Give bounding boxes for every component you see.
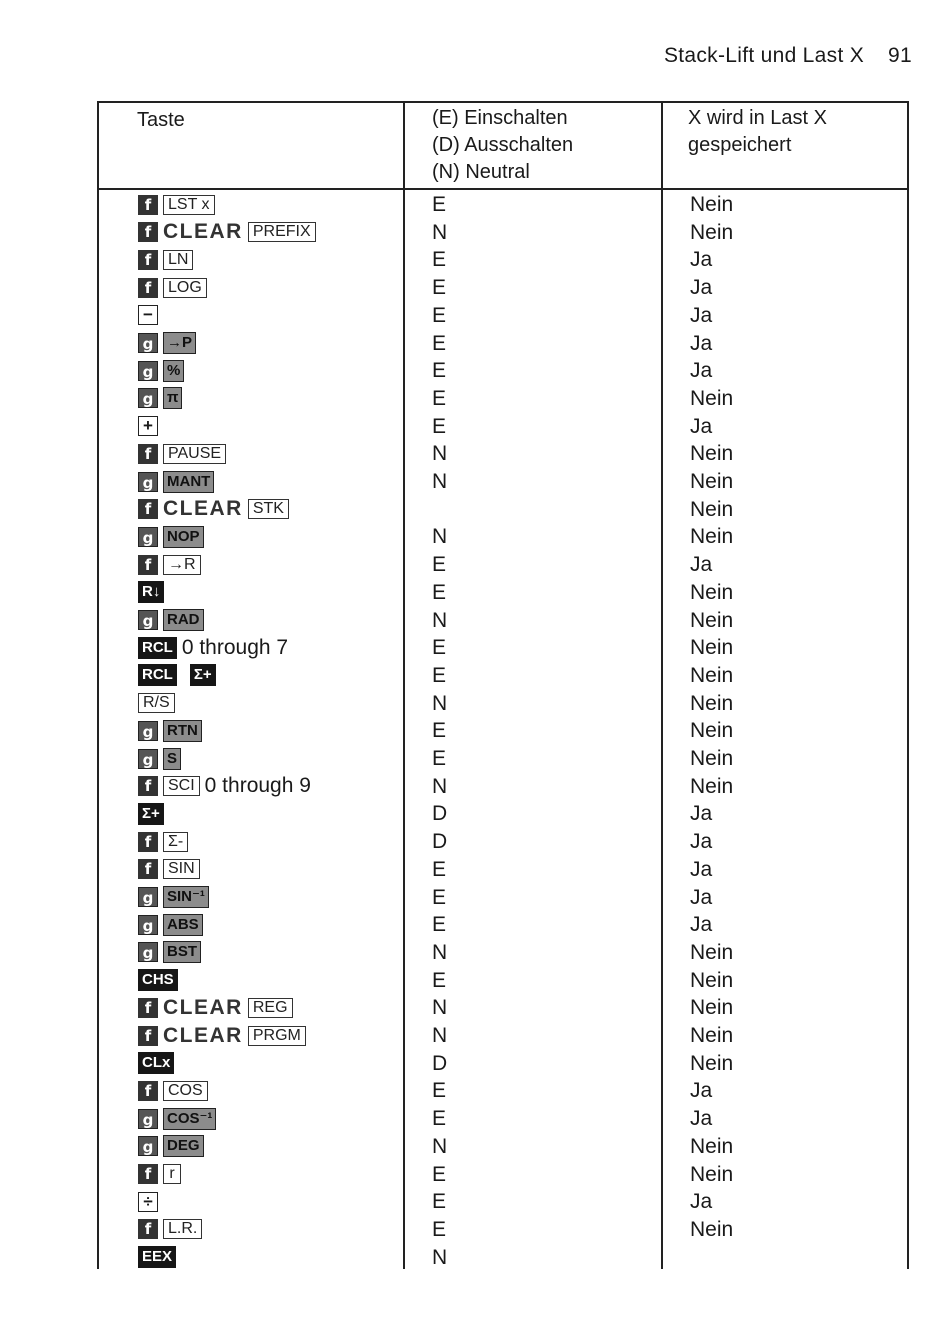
effect-legend-neutral: (N) Neutral [432,161,530,183]
lastx-saved: Nein [690,497,734,521]
stack-lift-effect: E [432,303,447,327]
key-cap: LST x [163,195,215,215]
key-sequence [138,1244,176,1271]
lastx-saved: Nein [690,608,734,632]
stack-lift-effect: E [432,636,447,660]
table-row [0,1022,950,1049]
lastx-saved: Nein [690,525,734,549]
shift-key-g: g [138,1109,158,1129]
key-sequence [138,1105,216,1132]
stack-lift-effect: N [432,774,448,798]
table-row [0,413,950,440]
key-sequence [138,1077,208,1104]
lastx-saved: Nein [690,636,734,660]
clear-word: CLEAR [163,1023,243,1047]
key-cap: PRGM [248,1026,306,1046]
key-cap: % [163,360,184,382]
table-row [0,496,950,523]
lastx-saved: Nein [690,1051,734,1075]
key-sequence [138,219,316,246]
key-sequence [138,468,214,495]
lastx-saved: Nein [690,1024,734,1047]
effect-legend-enable: (E) Einschalten [432,107,568,129]
stack-lift-effect: E [432,968,447,992]
key-cap: SIN [163,859,200,879]
stack-lift-effect: E [432,193,447,216]
key-sequence [138,496,289,523]
table-row [0,856,950,883]
table-row [0,274,950,301]
lastx-header-line-1: X wird in Last X [688,107,827,129]
stack-lift-effect: E [432,359,447,383]
key-cap: REG [248,998,293,1018]
key-cap: PREFIX [248,222,316,242]
table-row [0,828,950,855]
key-cap: PAUSE [163,444,226,464]
key-sequence [138,773,311,800]
stack-lift-effect: E [432,1107,447,1131]
column-header-key [137,107,185,134]
stack-lift-effect: E [432,719,447,743]
lastx-saved: Ja [690,830,713,854]
key-sequence [138,357,184,384]
stack-lift-effect: N [432,940,448,964]
effect-legend-disable: (D) Ausschalten [432,134,574,156]
key-sequence [138,1161,181,1188]
stack-lift-effect: E [432,1190,447,1214]
key-sequence [138,828,188,855]
key-sequence [138,246,193,273]
key-range-note: 0 through 9 [204,774,311,798]
shift-key-f: f [138,555,158,575]
table-row [0,662,950,689]
key-cap: CHS [138,969,178,991]
lastx-saved: Nein [690,1134,734,1158]
stack-lift-effect: D [432,1051,448,1075]
key-sequence [138,717,202,744]
key-sequence [138,413,158,440]
shift-key-f: f [138,1081,158,1101]
key-sequence [138,994,293,1021]
lastx-saved: Ja [690,414,713,438]
key-cap: L.R. [163,1219,202,1239]
stack-lift-effect: E [432,331,447,355]
lastx-saved: Nein [690,193,734,216]
lastx-saved: Ja [690,553,713,577]
table-row [0,690,950,717]
key-cap: COS [163,1081,208,1101]
key-cap: Σ+ [190,664,216,686]
shift-key-g: g [138,472,158,492]
table-row [0,1077,950,1104]
key-cap: LOG [163,278,207,298]
table-row [0,634,950,661]
key-sequence [138,302,158,329]
lastx-saved: Ja [690,802,713,826]
shift-key-g: g [138,887,158,907]
key-sequence [138,911,203,938]
stack-lift-effect: E [432,276,447,300]
key-sequence [138,1188,158,1215]
table-row [0,1133,950,1160]
key-sequence [138,745,181,772]
lastx-saved: Nein [690,1217,734,1241]
key-sequence [138,856,200,883]
table-row [0,1216,950,1243]
shift-key-g: g [138,721,158,741]
table-row [0,551,950,578]
shift-key-g: g [138,915,158,935]
key-sequence [138,967,178,994]
table-row [0,1105,950,1132]
key-cap: S [163,748,181,770]
lastx-saved: Ja [690,276,713,300]
table-row [0,1188,950,1215]
shift-key-f: f [138,998,158,1018]
table-row [0,994,950,1021]
table-row [0,1161,950,1188]
stack-lift-effect: E [432,1217,447,1241]
table-row [0,967,950,994]
stack-lift-effect: E [432,1162,447,1186]
stack-lift-effect: N [432,996,448,1020]
lastx-saved: Nein [690,470,734,493]
key-sequence [138,1216,202,1243]
key-sequence [138,800,164,827]
key-sequence [138,1050,174,1077]
shift-key-f: f [138,776,158,796]
stack-lift-effect: N [432,691,448,715]
key-sequence [138,523,204,550]
table-row [0,745,950,772]
key-sequence [138,939,201,966]
table-row [0,717,950,744]
lastx-saved: Nein [690,940,734,964]
header-rule [97,188,909,190]
table-row [0,219,950,246]
lastx-saved: Nein [690,774,734,798]
key-sequence [138,662,216,689]
lastx-saved: Nein [690,442,734,466]
table-row [0,773,950,800]
key-cap: →P [163,332,196,354]
stack-lift-effect: E [432,663,447,687]
key-sequence [138,191,215,218]
stack-lift-effect: E [432,248,447,272]
key-cap: R/S [138,693,175,713]
table-row [0,302,950,329]
key-cap: EEX [138,1246,176,1268]
key-sequence [138,1133,204,1160]
table-row [0,468,950,495]
shift-key-g: g [138,610,158,630]
running-head [560,44,912,68]
shift-key-f: f [138,499,158,519]
column-header-lastx [688,105,827,159]
key-cap: NOP [163,526,204,548]
lastx-saved: Ja [690,248,713,272]
stack-lift-effect: E [432,386,447,410]
key-sequence [138,1022,306,1049]
table-row [0,607,950,634]
column-header-effect [432,105,573,186]
key-cap: SCI [163,776,200,796]
key-cap: STK [248,499,289,519]
stack-lift-effect: N [432,1024,448,1047]
stack-lift-effect: D [432,830,448,854]
key-sequence [138,884,209,911]
stack-lift-effect: D [432,802,448,826]
stack-lift-effect: N [432,1134,448,1158]
lastx-saved: Nein [690,691,734,715]
lastx-saved: Ja [690,303,713,327]
lastx-saved: Nein [690,386,734,410]
clear-word: CLEAR [163,220,243,244]
lastx-saved: Nein [690,580,734,604]
lastx-saved: Nein [690,747,734,770]
shift-key-g: g [138,361,158,381]
table-row [0,246,950,273]
table-row [0,440,950,467]
key-cap: RCL [138,664,177,686]
column-header-key-label: Taste [137,109,185,131]
key-sequence [138,440,226,467]
key-cap: →R [163,555,201,575]
shift-key-g: g [138,333,158,353]
key-sequence [138,385,182,412]
key-cap: R↓ [138,581,164,603]
lastx-saved: Ja [690,1079,713,1103]
key-cap: CLx [138,1052,174,1074]
stack-lift-effect: N [432,525,448,549]
key-cap: MANT [163,471,214,493]
key-cap: RTN [163,720,202,742]
stack-lift-effect: E [432,553,447,577]
stack-lift-effect: N [432,608,448,632]
table-row [0,579,950,606]
shift-key-f: f [138,1164,158,1184]
shift-key-f: f [138,832,158,852]
key-sequence [138,634,288,661]
shift-key-g: g [138,749,158,769]
table-row [0,523,950,550]
key-cap: Σ- [163,832,188,852]
key-cap: − [138,305,158,325]
lastx-saved: Nein [690,1162,734,1186]
key-cap: π [163,387,182,409]
key-cap: RAD [163,609,204,631]
key-sequence [138,274,207,301]
table-row [0,1244,950,1271]
lastx-saved: Nein [690,996,734,1020]
key-sequence [138,690,175,717]
shift-key-f: f [138,250,158,270]
key-sequence [138,551,201,578]
key-cap: COS⁻¹ [163,1108,216,1130]
lastx-saved: Ja [690,857,713,881]
key-cap: DEG [163,1135,204,1157]
shift-key-f: f [138,1026,158,1046]
key-cap: ÷ [138,1192,158,1212]
lastx-saved: Ja [690,331,713,355]
table-row [0,939,950,966]
shift-key-f: f [138,278,158,298]
table-row [0,191,950,218]
table-row [0,385,950,412]
clear-word: CLEAR [163,497,243,521]
key-cap: BST [163,941,201,963]
lastx-saved: Ja [690,359,713,383]
stack-lift-effect: E [432,885,447,909]
key-sequence [138,607,204,634]
shift-key-f: f [138,444,158,464]
lastx-saved: Nein [690,220,734,244]
shift-key-f: f [138,195,158,215]
stack-lift-effect: E [432,857,447,881]
key-cap: SIN⁻¹ [163,886,209,908]
shift-key-g: g [138,1136,158,1156]
table-row [0,800,950,827]
stack-lift-effect: E [432,913,447,937]
key-cap: ABS [163,914,203,936]
shift-key-f: f [138,222,158,242]
shift-key-f: f [138,1219,158,1239]
page-number: 91 [888,44,912,67]
key-range-note: 0 through 7 [181,635,289,659]
table-row [0,884,950,911]
key-cap: Σ+ [138,803,164,825]
lastx-header-line-2: gespeichert [688,134,792,156]
stack-lift-effect: E [432,414,447,438]
table-row [0,357,950,384]
stack-lift-effect: E [432,747,447,770]
key-sequence [138,579,164,606]
table-row [0,911,950,938]
lastx-saved: Nein [690,719,734,743]
lastx-saved: Ja [690,885,713,909]
stack-lift-effect: N [432,470,448,493]
lastx-saved: Nein [690,968,734,992]
table-row [0,330,950,357]
stack-lift-effect: E [432,580,447,604]
lastx-saved: Ja [690,1107,713,1131]
page-header-title: Stack-Lift und Last X [663,44,865,67]
key-cap: + [138,416,158,436]
table-row [0,1050,950,1077]
shift-key-g: g [138,388,158,408]
stack-lift-effect: N [432,220,448,244]
shift-key-g: g [138,527,158,547]
stack-lift-effect: E [432,1079,447,1103]
stack-lift-effect: N [432,442,448,466]
key-sequence [138,330,196,357]
lastx-saved: Nein [690,663,734,687]
clear-word: CLEAR [163,995,243,1019]
key-cap: RCL [138,637,177,659]
lastx-saved: Ja [690,1190,713,1214]
shift-key-g: g [138,942,158,962]
shift-key-f: f [138,859,158,879]
key-cap: r [163,1164,181,1184]
stack-lift-effect: N [432,1245,448,1269]
lastx-saved: Ja [690,913,713,937]
key-cap: LN [163,250,193,270]
